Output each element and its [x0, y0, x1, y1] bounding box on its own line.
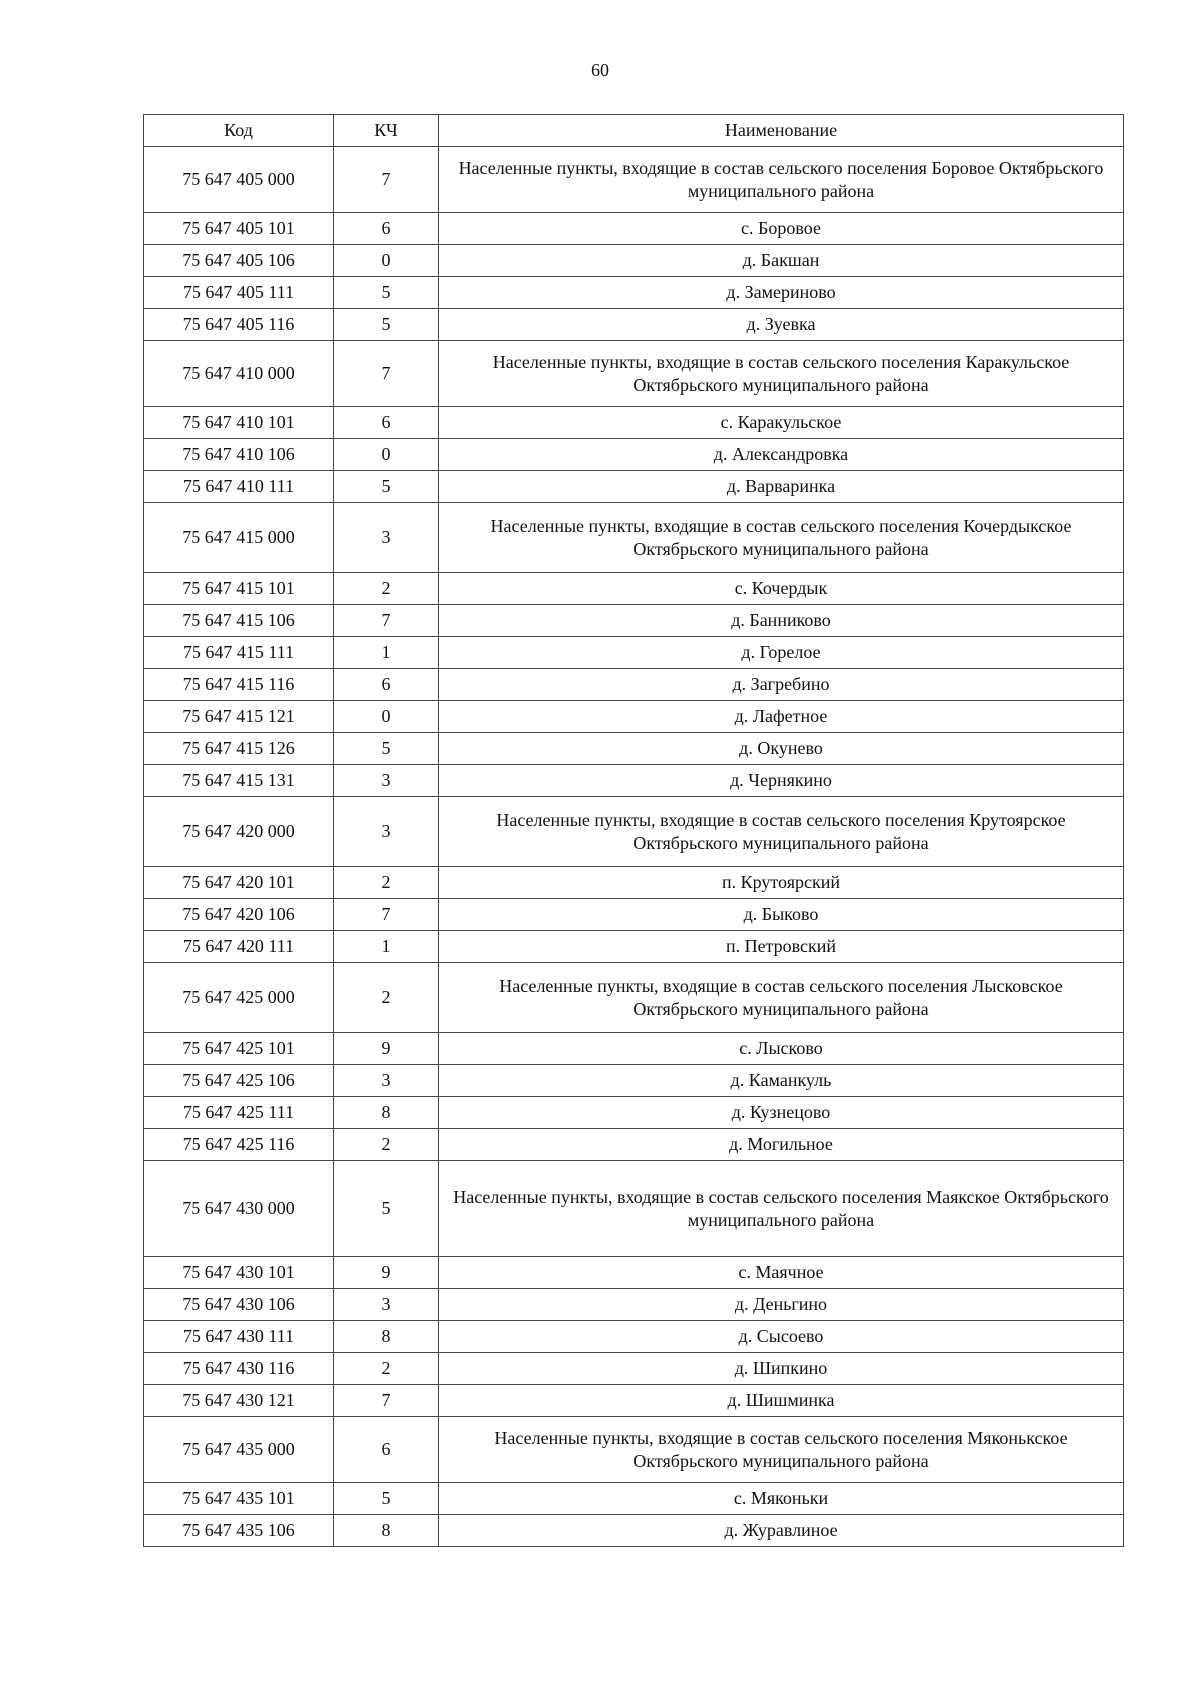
cell-code: 75 647 425 106 — [144, 1065, 334, 1097]
cell-code: 75 647 410 101 — [144, 407, 334, 439]
page-number: 60 — [591, 60, 609, 80]
cell-name: д. Окунево — [439, 733, 1124, 765]
cell-code: 75 647 415 126 — [144, 733, 334, 765]
cell-code: 75 647 410 000 — [144, 341, 334, 407]
cell-kch: 3 — [334, 765, 439, 797]
cell-code: 75 647 425 116 — [144, 1129, 334, 1161]
table-row — [144, 605, 1124, 637]
cell-name: д. Шипкино — [439, 1353, 1124, 1385]
cell-kch: 6 — [334, 1417, 439, 1483]
cell-name: д. Зуевка — [439, 309, 1124, 341]
cell-name: д. Александровка — [439, 439, 1124, 471]
cell-code: 75 647 430 106 — [144, 1289, 334, 1321]
cell-kch: 5 — [334, 733, 439, 765]
cell-name: с. Боровое — [439, 213, 1124, 245]
table-row-settlement-group — [144, 147, 1124, 213]
cell-name: д. Журавлиное — [439, 1515, 1124, 1547]
cell-name: д. Загребино — [439, 669, 1124, 701]
cell-kch: 2 — [334, 867, 439, 899]
cell-name: с. Маячное — [439, 1257, 1124, 1289]
cell-kch: 8 — [334, 1097, 439, 1129]
cell-kch: 7 — [334, 1385, 439, 1417]
cell-name: с. Мяконьки — [439, 1483, 1124, 1515]
cell-kch: 9 — [334, 1257, 439, 1289]
cell-name: д. Варваринка — [439, 471, 1124, 503]
cell-code: 75 647 420 111 — [144, 931, 334, 963]
table-row — [144, 1289, 1124, 1321]
cell-code: 75 647 420 101 — [144, 867, 334, 899]
cell-kch: 7 — [334, 341, 439, 407]
table-row — [144, 1385, 1124, 1417]
cell-code: 75 647 430 121 — [144, 1385, 334, 1417]
header-name: Наименование — [439, 115, 1124, 147]
cell-kch: 9 — [334, 1033, 439, 1065]
cell-kch: 2 — [334, 573, 439, 605]
cell-name: с. Лысково — [439, 1033, 1124, 1065]
cell-code: 75 647 430 116 — [144, 1353, 334, 1385]
cell-kch: 7 — [334, 605, 439, 637]
table-row — [144, 309, 1124, 341]
table-row — [144, 1321, 1124, 1353]
table-row — [144, 1483, 1124, 1515]
cell-name: д. Бакшан — [439, 245, 1124, 277]
table-row — [144, 213, 1124, 245]
table-row — [144, 669, 1124, 701]
cell-name: д. Каманкуль — [439, 1065, 1124, 1097]
cell-code: 75 647 435 101 — [144, 1483, 334, 1515]
cell-name: с. Каракульское — [439, 407, 1124, 439]
cell-kch: 2 — [334, 1353, 439, 1385]
cell-code: 75 647 415 116 — [144, 669, 334, 701]
cell-kch: 3 — [334, 1289, 439, 1321]
cell-name: д. Быково — [439, 899, 1124, 931]
cell-name: п. Петровский — [439, 931, 1124, 963]
cell-name: Населенные пункты, входящие в состав сельского поселения Лысковское Октябрьского муниципального района — [439, 963, 1124, 1033]
cell-name: п. Крутоярский — [439, 867, 1124, 899]
cell-name: д. Лафетное — [439, 701, 1124, 733]
cell-name: Населенные пункты, входящие в состав сельского поселения Боровое Октябрьского муниципального района — [439, 147, 1124, 213]
cell-code: 75 647 430 111 — [144, 1321, 334, 1353]
cell-name: д. Банниково — [439, 605, 1124, 637]
cell-name: д. Чернякино — [439, 765, 1124, 797]
table-row — [144, 899, 1124, 931]
cell-code: 75 647 415 101 — [144, 573, 334, 605]
cell-code: 75 647 415 000 — [144, 503, 334, 573]
cell-kch: 3 — [334, 1065, 439, 1097]
table-row-settlement-group — [144, 1161, 1124, 1257]
table-row — [144, 701, 1124, 733]
cell-code: 75 647 435 000 — [144, 1417, 334, 1483]
table-row — [144, 1065, 1124, 1097]
cell-code: 75 647 415 111 — [144, 637, 334, 669]
cell-kch: 6 — [334, 213, 439, 245]
header-code: Код — [144, 115, 334, 147]
cell-kch: 5 — [334, 309, 439, 341]
cell-name: д. Горелое — [439, 637, 1124, 669]
cell-kch: 6 — [334, 669, 439, 701]
cell-kch: 3 — [334, 503, 439, 573]
cell-name: Населенные пункты, входящие в состав сельского поселения Каракульское Октябрьского муниципального района — [439, 341, 1124, 407]
cell-code: 75 647 405 106 — [144, 245, 334, 277]
cell-kch: 7 — [334, 147, 439, 213]
table-header — [144, 115, 1124, 147]
table-row-settlement-group — [144, 797, 1124, 867]
table-row — [144, 1515, 1124, 1547]
cell-kch: 5 — [334, 471, 439, 503]
cell-kch: 5 — [334, 1161, 439, 1257]
cell-code: 75 647 415 106 — [144, 605, 334, 637]
cell-code: 75 647 410 111 — [144, 471, 334, 503]
table-row — [144, 765, 1124, 797]
cell-kch: 8 — [334, 1321, 439, 1353]
cell-name: Населенные пункты, входящие в состав сельского поселения Кочердыкское Октябрьского муниципального района — [439, 503, 1124, 573]
cell-kch: 0 — [334, 701, 439, 733]
cell-kch: 6 — [334, 407, 439, 439]
header-row — [144, 115, 1124, 147]
cell-code: 75 647 420 000 — [144, 797, 334, 867]
cell-name: Населенные пункты, входящие в состав сельского поселения Крутоярское Октябрьского муниципального района — [439, 797, 1124, 867]
cell-code: 75 647 415 131 — [144, 765, 334, 797]
table-row — [144, 245, 1124, 277]
header-kch: КЧ — [334, 115, 439, 147]
cell-kch: 5 — [334, 277, 439, 309]
table-row — [144, 931, 1124, 963]
cell-code: 75 647 415 121 — [144, 701, 334, 733]
table-row — [144, 407, 1124, 439]
okato-table — [143, 114, 1124, 1547]
table-row — [144, 439, 1124, 471]
table-row — [144, 573, 1124, 605]
table-row — [144, 867, 1124, 899]
table-row — [144, 733, 1124, 765]
table-row-settlement-group — [144, 503, 1124, 573]
cell-kch: 8 — [334, 1515, 439, 1547]
cell-name: д. Кузнецово — [439, 1097, 1124, 1129]
table-row — [144, 1353, 1124, 1385]
cell-kch: 2 — [334, 1129, 439, 1161]
cell-code: 75 647 435 106 — [144, 1515, 334, 1547]
cell-name: Населенные пункты, входящие в состав сельского поселения Маякское Октябрьского муниципального района — [439, 1161, 1124, 1257]
cell-kch: 0 — [334, 245, 439, 277]
cell-name: д. Деньгино — [439, 1289, 1124, 1321]
cell-code: 75 647 430 101 — [144, 1257, 334, 1289]
table-row — [144, 1033, 1124, 1065]
cell-code: 75 647 425 101 — [144, 1033, 334, 1065]
cell-code: 75 647 430 000 — [144, 1161, 334, 1257]
cell-kch: 1 — [334, 637, 439, 669]
table-row-settlement-group — [144, 1417, 1124, 1483]
table-row-settlement-group — [144, 963, 1124, 1033]
table-row — [144, 1129, 1124, 1161]
cell-kch: 3 — [334, 797, 439, 867]
table-row-settlement-group — [144, 341, 1124, 407]
table-row — [144, 1097, 1124, 1129]
cell-kch: 1 — [334, 931, 439, 963]
cell-name: Населенные пункты, входящие в состав сельского поселения Мяконькское Октябрьского муниципального района — [439, 1417, 1124, 1483]
cell-kch: 2 — [334, 963, 439, 1033]
cell-name: д. Могильное — [439, 1129, 1124, 1161]
table-row — [144, 637, 1124, 669]
cell-name: д. Замериново — [439, 277, 1124, 309]
table-row — [144, 277, 1124, 309]
cell-code: 75 647 405 000 — [144, 147, 334, 213]
cell-kch: 5 — [334, 1483, 439, 1515]
cell-code: 75 647 425 111 — [144, 1097, 334, 1129]
cell-name: д. Сысоево — [439, 1321, 1124, 1353]
cell-code: 75 647 425 000 — [144, 963, 334, 1033]
cell-code: 75 647 420 106 — [144, 899, 334, 931]
cell-code: 75 647 410 106 — [144, 439, 334, 471]
cell-kch: 7 — [334, 899, 439, 931]
cell-code: 75 647 405 101 — [144, 213, 334, 245]
cell-name: с. Кочердык — [439, 573, 1124, 605]
cell-code: 75 647 405 116 — [144, 309, 334, 341]
table-row — [144, 1257, 1124, 1289]
table-row — [144, 471, 1124, 503]
cell-name: д. Шишминка — [439, 1385, 1124, 1417]
cell-code: 75 647 405 111 — [144, 277, 334, 309]
cell-kch: 0 — [334, 439, 439, 471]
table-body — [144, 147, 1124, 1547]
